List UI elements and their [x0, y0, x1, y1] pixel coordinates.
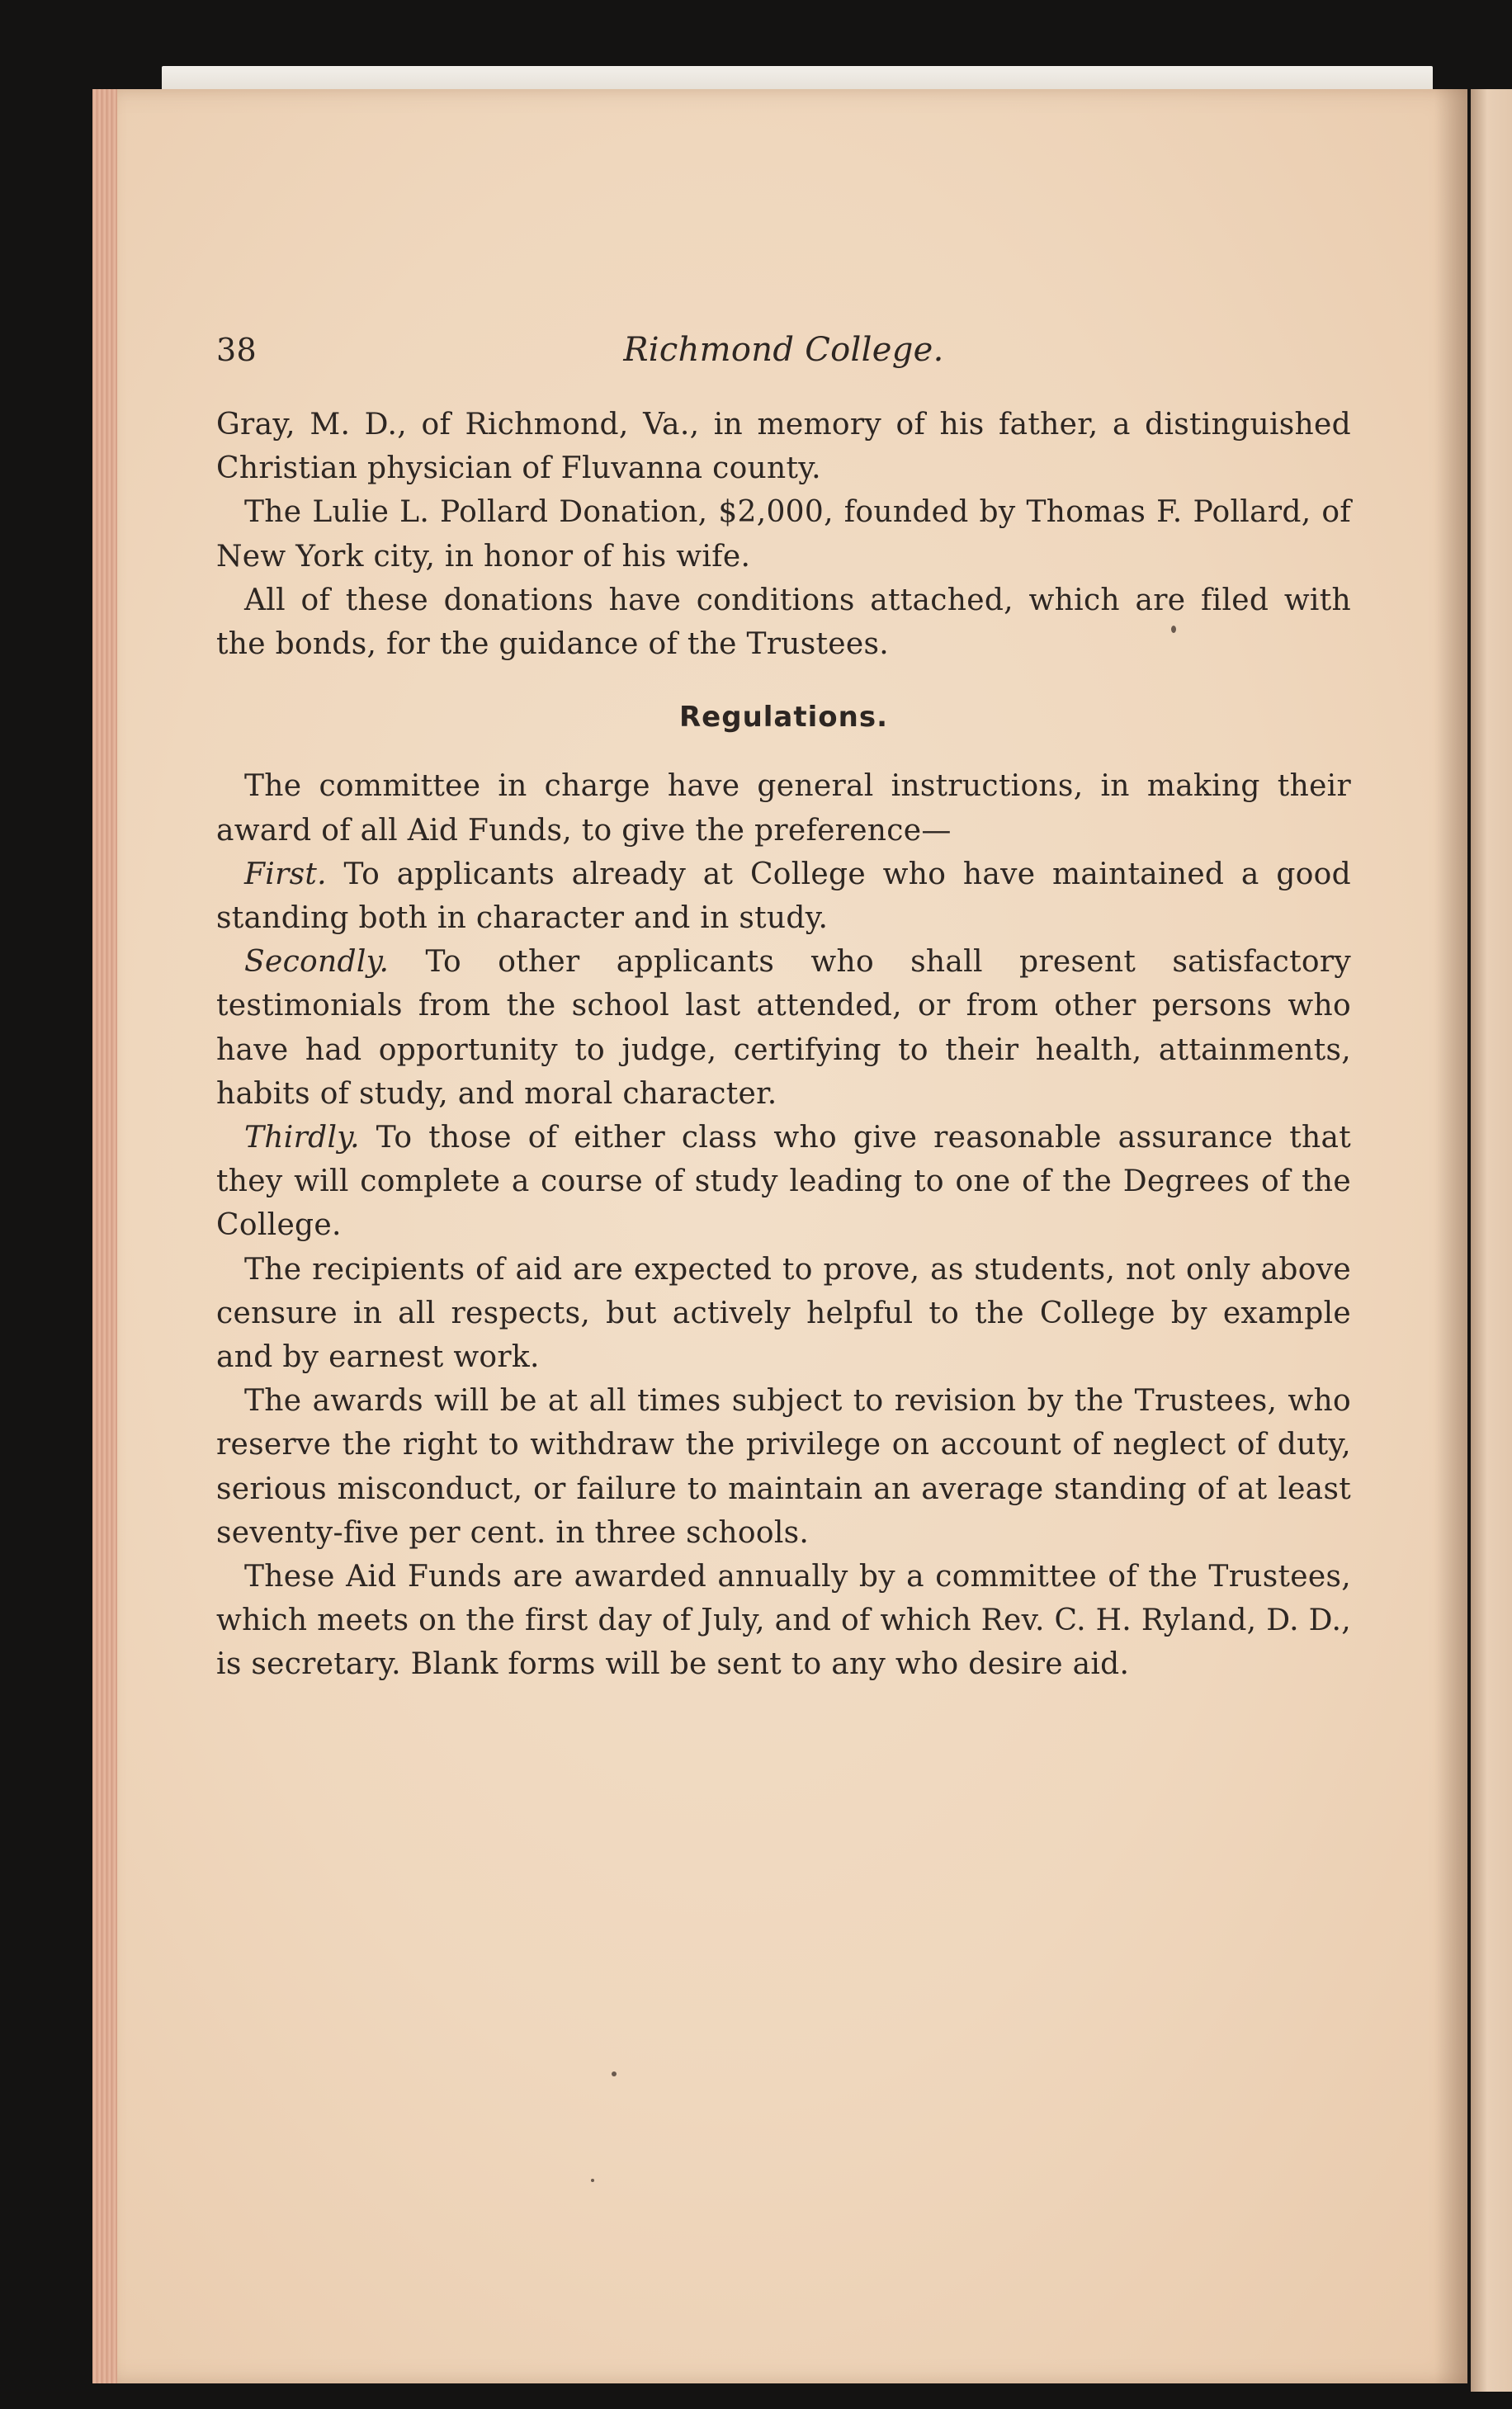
paragraph	[216, 579, 1351, 666]
paragraph	[216, 940, 1351, 1116]
paragraph	[216, 764, 1351, 852]
ink-speck	[591, 2179, 594, 2182]
paragraph-text: The recipients of aid are expected to prove, as students, not only above censure in all respects, but actively helpful to the College by example and by earnest work.	[216, 1252, 1351, 1375]
paragraph-text: Gray, M. D., of Richmond, Va., in memory of his father, a distinguished Christian physician of Fluvanna county.	[216, 408, 1351, 486]
ink-speck	[612, 2071, 617, 2076]
paragraph	[216, 1248, 1351, 1380]
paragraph-text: To other applicants who shall present satisfactory testimonials from the school last attended, or from other persons who have had opportunity to judge, certifying to their health, attainments, habits of study, and moral character.	[216, 945, 1351, 1111]
gutter-shadow	[1434, 89, 1467, 2383]
paragraph-emphasis: First.	[244, 857, 327, 891]
running-head	[216, 328, 1351, 403]
section-heading: Regulations.	[678, 701, 888, 735]
paragraph-lead: The	[244, 495, 302, 530]
paragraph-text: The committee in charge have general instructions, in making their award of all Aid Funds, to give the preference—	[216, 769, 1351, 848]
paragraph	[216, 1379, 1351, 1555]
paragraph-text: The awards will be at all times subject to revision by the Trustees, who reserve the right to withdraw the privilege on account of neglect of duty, serious misconduct, or failure to maintain an average standing of at least seventy-five per cent. in three schools.	[216, 1384, 1351, 1550]
paragraph	[216, 403, 1351, 490]
paragraph-text: To those of either class who give reasonable assurance that they will complete a course of study leading to one of the Degrees of the College.	[216, 1121, 1351, 1243]
paragraph-emphasis: Thirdly.	[244, 1121, 360, 1155]
page-text-block	[216, 328, 1351, 1687]
running-title: Richmond College.	[623, 331, 944, 369]
paragraph-text: All of these donations have conditions attached, which are filed with the bonds, for the guidance of the Trustees.	[216, 583, 1351, 662]
adjacent-page-edge	[1471, 89, 1512, 2392]
paragraph-text: Lulie L. Pollard Donation, $2,000, founded by Thomas F. Pollard, of New York city, in honor of his wife.	[216, 495, 1351, 574]
paragraph	[216, 853, 1351, 940]
paragraph	[216, 1116, 1351, 1248]
paragraph-text: To applicants already at College who have maintained a good standing both in character and in study.	[216, 857, 1351, 936]
paragraph-text: These Aid Funds are awarded annually by a committee of the Trustees, which meets on the first day of July, and of which Rev. C. H. Ryland, D. D., is secretary. Blank forms will be sent to any who desire aid.	[216, 1560, 1351, 1682]
paragraph-emphasis: Secondly.	[244, 945, 390, 980]
page-stack-edges	[92, 89, 117, 2383]
page-number: 38	[216, 332, 257, 368]
paragraph	[216, 490, 1351, 578]
paragraph	[216, 1555, 1351, 1687]
